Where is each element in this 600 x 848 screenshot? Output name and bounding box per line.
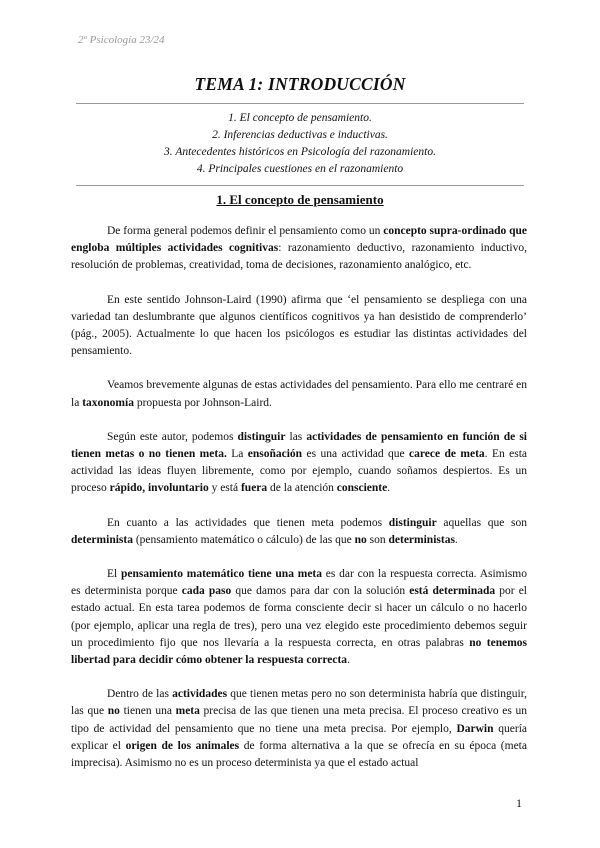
page-title: TEMA 1: INTRODUCCIÓN [194,74,406,94]
paragraph-text: La [226,448,248,461]
emphasis-text: no [354,533,367,546]
paragraph-text: De forma general podemos definir el pensamiento como un [107,225,384,237]
paragraph-text: precisa de las que tienen una meta precisa. El proceso creativo es un tipo de actividad del pensamiento que no tiene una meta precisa. Por ejemplo, [71,705,527,735]
paragraph-text: es una actividad que [302,448,410,461]
paragraph-text: Veamos brevemente algunas de estas actividades del pensamiento. Para ello me centraré en la [71,379,527,409]
paragraph-text: son [366,533,389,546]
body-paragraph-6 [71,566,527,669]
paragraph-text: Según este autor, podemos [107,430,238,443]
paragraph-text: . [387,482,391,495]
paragraph-text: (pensamiento matemático o cálculo) de las que [132,533,355,546]
paragraph-text: que damos para dar con la solución [231,585,410,598]
toc-item-2: 2. Inferencias deductivas e inductivas. [212,129,388,141]
emphasis-text: distinguir [237,430,286,443]
paragraph-text: El [107,568,121,581]
emphasis-text: taxonomía [82,396,134,409]
emphasis-text: está determinada [409,585,496,598]
paragraph-text: aquellas que son [436,516,527,529]
emphasis-text: fuera [240,482,268,495]
emphasis-text: pensamiento matemático tiene una meta [121,568,323,581]
body-paragraph-1 [71,223,527,275]
paragraph-text: que tienen metas pero no son determinista habría que distinguir, las que [71,688,527,718]
body-paragraph-2 [71,292,527,361]
paragraph-text: En este sentido Johnson-Laird (1990) afirma que ‘el pensamiento se despliega con una variedad tan deslumbrante que algunos científicos cognitivos ya han desistido de comprenderlo’ (pág., 2005). Actualmente lo que hacen los psicólogos es estudiar las distintas actividades del pensamiento. [71,293,527,358]
paragraph-text: . [454,533,458,546]
emphasis-text: distinguir [388,516,437,529]
paragraph-text: : razonamiento deductivo, razonamiento inductivo, resolución de problemas, creatividad, toma de decisiones, razonamiento analógico, etc. [71,242,527,272]
paragraph-text: de forma alternativa a la que se ofrecía en su época (meta imprecisa). Asimismo no es un proceso determinista ya que el estado actual [71,739,527,770]
toc-item-1: 1. El concepto de pensamiento. [228,112,372,124]
emphasis-text: cada paso [181,585,232,598]
divider-top [76,103,524,104]
paragraph-text: y está [208,482,241,495]
emphasis-text: carece de meta [409,448,485,461]
divider-bottom [76,185,524,186]
emphasis-text: deterministas [388,533,455,546]
header-course-note: 2º Psicología 23/24 [78,34,165,46]
paragraph-text: . [347,654,350,667]
emphasis-text: consciente [336,482,388,495]
paragraph-text: propuesta por Johnson-Laird. [133,396,272,409]
body-paragraph-7 [71,686,527,772]
body-paragraph-5 [71,515,527,549]
body-paragraph-4 [71,429,527,498]
paragraph-text: quería explicar el [71,722,527,752]
emphasis-text: no [107,705,120,718]
paragraph-text: las [285,430,307,443]
page-number: 1 [516,796,522,810]
paragraph-text: . En esta actividad las ideas fluyen libremente, como por ejemplo, cuando soñamos despiertos. Es un proceso [71,448,528,495]
section-heading: 1. El concepto de pensamiento [216,192,384,207]
emphasis-text: actividades [172,688,228,701]
emphasis-text: determinista [71,533,133,546]
paragraph-text: Dentro de las [107,688,173,701]
emphasis-text: actividades de pensamiento en función de si tienen metas o no tienen meta. [71,430,527,461]
paragraph-text: es dar con la respuesta correcta. Asimismo es determinista porque [71,568,527,598]
emphasis-text: ensoñación [247,448,303,461]
table-of-contents [76,110,524,178]
paragraph-text: de la atención [267,482,337,495]
emphasis-text: no tenemos libertad para decidir cómo obtener la respuesta correcta [71,636,527,667]
body-paragraph-3 [71,377,527,411]
emphasis-text: meta [175,705,200,718]
paragraph-text: En cuanto a las actividades que tienen meta podemos [107,516,389,529]
toc-item-3: 3. Antecedentes históricos en Psicología del razonamiento. [164,146,436,158]
paragraph-text: por el estado actual. En esta tarea podemos de forma consciente decir si hacer un cálculo o no hacerlo (por ejemplo, aplicar una regla de tres), pero una vez elegido este procedimiento debemos seguir un procedimiento fijo que nos llevaría a la respuesta correcta, en otras palabras [71,585,527,649]
emphasis-text: Darwin [456,722,494,735]
emphasis-text: origen de los animales [125,739,240,752]
paragraph-text: tienen una [119,705,176,718]
body-text [71,223,527,772]
emphasis-text: rápido, involuntario [109,482,209,495]
toc-item-4: 4. Principales cuestiones en el razonamiento [196,163,404,175]
emphasis-text: concepto supra-ordinado que engloba múltiples actividades cognitivas [71,225,528,255]
